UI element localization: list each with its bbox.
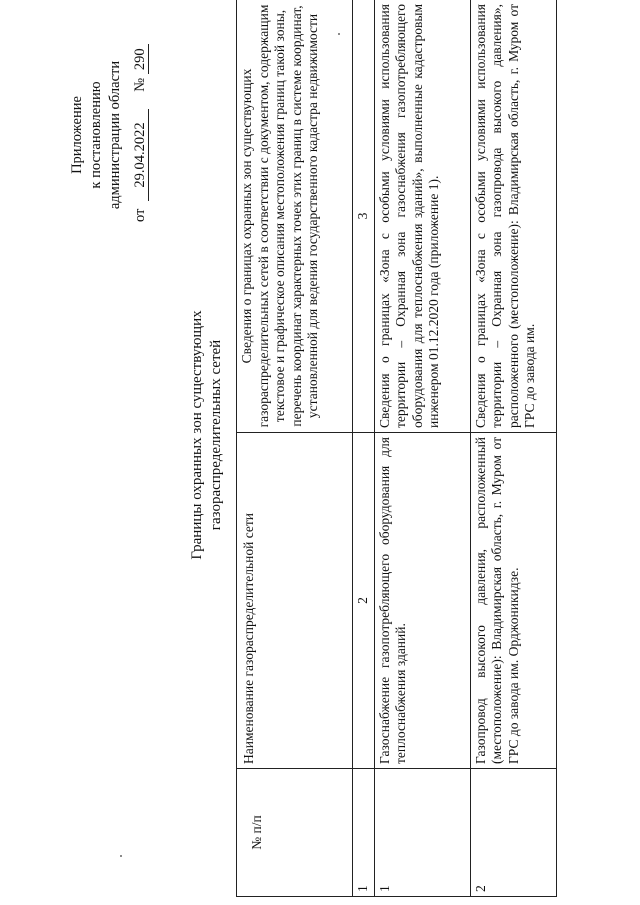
title-line-2: газораспределительных сетей [208, 339, 224, 531]
number-prefix: № [132, 77, 148, 92]
decree-date: 29.04.2022 [133, 109, 149, 201]
appendix-ref: к постановлению [88, 81, 104, 189]
scan-artifact [338, 33, 340, 35]
title-line-1: Границы охранных зон существующих [189, 310, 205, 560]
row-info: Сведения о границах «Зона с особыми условиями использования территории – Охранная зона газопровода высокого давления», расположенного (местоположение): Владимирская область, г. Муром от ГРС до завода им. [470, 0, 556, 433]
table-header-row [237, 0, 353, 897]
index-3: 3 [353, 0, 375, 433]
appendix-authority: администрации области [107, 60, 123, 210]
date-prefix: от [132, 208, 148, 222]
decree-date-line [132, 44, 149, 222]
index-2: 2 [353, 433, 375, 769]
table-row [374, 0, 470, 897]
row-num: 1 [374, 769, 470, 897]
table-row [470, 0, 556, 897]
scan-artifact [120, 855, 122, 857]
row-name: Газоснабжение газопотребляющего оборудования для теплоснабжения зданий. [374, 433, 470, 769]
zones-table [236, 0, 557, 897]
decree-number: 290 [133, 44, 149, 74]
row-num: 2 [470, 769, 556, 897]
column-index-row [353, 0, 375, 897]
appendix-header [68, 25, 125, 245]
row-info: Сведения о границах «Зона с особыми условиями использования территории – Охранная зона газоснабжения газопотребляющего оборудования для теплоснабжения зданий», выполненные кадастровым инженером 01.12.2020 года (приложение 1). [374, 0, 470, 433]
header-num: № п/п [237, 769, 353, 897]
header-name: Наименование газораспределительной сети [237, 433, 353, 769]
row-name: Газопровод высокого давления, расположенный (местоположение): Владимирская область, г. Муром от ГРС до завода им. Орджоникидзе. [470, 433, 556, 769]
index-1: 1 [353, 769, 375, 897]
appendix-title: Приложение [69, 96, 85, 174]
header-info: Сведения о границах охранных зон существующих газораспределительных сетей в соответствии с документом, содержащим текстовое и графическое описания местоположения границ такой зоны, перечень координат характерных точек этих границ в системе координат, установленной для ведения государственного кадастра недвижимости [237, 0, 353, 433]
document-title [188, 270, 226, 600]
